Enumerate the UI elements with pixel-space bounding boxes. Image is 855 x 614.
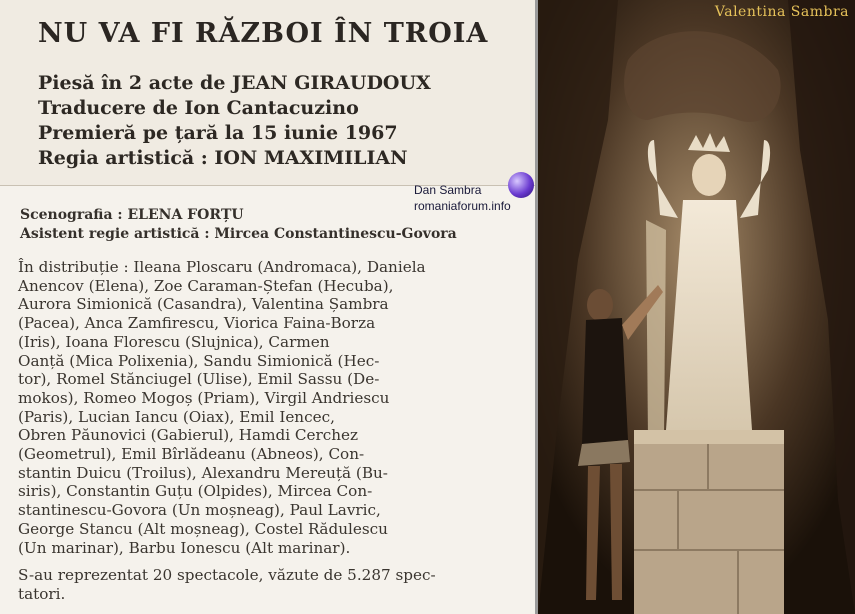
credit-name: Dan Sambra [414,183,482,197]
cast-line: (Un marinar), Barbu Ionescu (Alt marinar). [18,538,351,557]
summary-line: S-au reprezentat 20 spectacole, văzute de 5.287 spec- [18,566,436,584]
cast-line: (Paris), Lucian Iancu (Oiax), Emil Iencec, [18,407,335,426]
stage-photo-illustration [538,0,855,614]
performance-summary [18,566,523,603]
cast-line: stantin Duicu (Troilus), Alexandru Mereuță (Bu- [18,463,388,482]
cast-line: mokos), Romeo Mogoș (Priam), Virgil Andriescu [18,388,390,407]
play-title: NU VA FI RĂZBOI ÎN TROIA [38,18,489,49]
assistant-line: Asistent regie artistică : Mircea Constantinescu-Govora [20,226,457,242]
cast-line: (Geometrul), Emil Bîrlădeanu (Abneos), Con- [18,445,365,464]
globe-icon [508,172,534,198]
cast-line: Oanță (Mica Polixenia), Sandu Simionică (Hec- [18,351,380,370]
credit-site: romaniaforum.info [414,199,511,213]
stage-photo [538,0,855,614]
cast-line: stantinescu-Govora (Un moșneag), Paul Lavric, [18,501,381,520]
director-line: Regia artistică : ION MAXIMILIAN [38,147,408,169]
cast-line: (Iris), Ioana Florescu (Slujnica), Carmen [18,332,330,351]
program-header-panel [0,0,535,186]
cast-list [18,258,523,557]
cast-line: George Stancu (Alt moșneag), Costel Rădulescu [18,519,388,538]
photo-caption: Valentina Sambra [714,4,849,20]
cast-line: siris), Constantin Guțu (Olpides), Mircea Con- [18,482,373,501]
cast-line: Obren Păunovici (Gabierul), Hamdi Cerchez [18,426,359,445]
watermark-credit [414,182,511,214]
cast-line: Aurora Simionică (Casandra), Valentina Șambra [18,295,389,314]
translator-line: Traducere de Ion Cantacuzino [38,97,359,119]
cast-line: (Pacea), Anca Zamfirescu, Viorica Faina-Borza [18,314,376,333]
scenography-line: Scenografia : ELENA FORȚU [20,207,244,223]
cast-line: tor), Romel Stănciugel (Ulise), Emil Sassu (De- [18,370,380,389]
premiere-line: Premieră pe țară la 15 iunie 1967 [38,122,398,144]
cast-line: Anencov (Elena), Zoe Caraman-Ștefan (Hecuba), [18,276,394,295]
summary-line: tatori. [18,584,66,603]
author-line: Piesă în 2 acte de JEAN GIRAUDOUX [38,72,431,94]
pedestal [634,430,784,614]
cast-line: În distribuție : Ileana Ploscaru (Andromaca), Daniela [18,258,426,276]
